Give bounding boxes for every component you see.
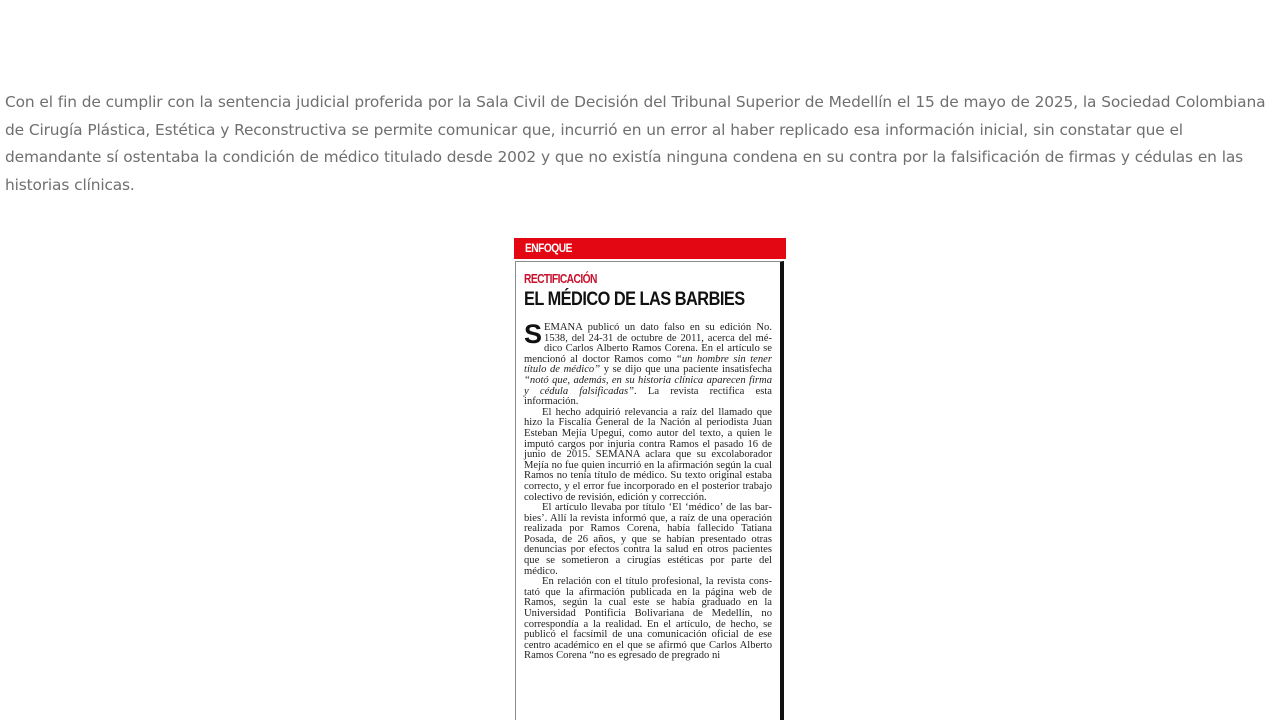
article-kicker: RECTIFICACIÓN (524, 272, 597, 286)
quote-text: “un hombre sin tener título de médico” (524, 353, 772, 376)
article-paragraph-4: En relación con el título profesional, la revista constató que la afirmación publicada en la página web de Ramos, según la cual este se había graduado en la Universidad Pontificia Bolivariana de Medellín, no correspondía a la realidad. En el artículo, de hecho, se publicó el facsímil de una comunicación oficial de ese centro académico en el que se afirmó que Carlos Alberto Ramos Corena “no es egresado de pregrado ni (524, 576, 772, 662)
newspaper-clipping-image (514, 238, 787, 720)
paragraph-text: EMANA publicó un dato falso en su edición No. 1538, del 24-31 de octubre de 2011, acerca del médico Carlos Alberto Ramos Corena. En el artículo se mencionó al doctor Ramos como (524, 322, 772, 365)
quote-text: “notó que, además, en su historia clínica aparecen firma y cédula falsificadas” (524, 374, 772, 397)
paragraph-text: y se dijo que una paciente insatisfecha (600, 364, 772, 376)
article-headline: EL MÉDICO DE LAS BARBIES (524, 289, 745, 310)
paragraph-text: . La revista rectifica esta información. (524, 385, 772, 408)
section-bar (514, 238, 786, 259)
rectification-statement: Con el fin de cumplir con la sentencia judicial proferida por la Sala Civil de Decisión del Tribunal Superior de Medellín el 15 de mayo de 2025, la Sociedad Colombiana de Cirugía Plástica, Estética y Reconstructiva se permite comunicar que, incurrió en un error al haber replicado esa información inicial, sin constatar que el demandante sí ostentaba la condición de médico titulado desde 2002 y que no existía ninguna condena en su contra por la falsificación de firmas y cédulas en las historias clínicas. (5, 93, 1266, 194)
article-body (524, 319, 772, 662)
article-paragraph-3: El artículo llevaba por título ‘El ‘médico’ de las barbies’. Allí la revista informó que, a raíz de una operación realizada por Ramos Corena, había fallecido Tatiana Posada, de 26 años, y que se habían presentado otras denuncias por efectos contra la salud en otros pacientes que se sometieron a cirugías estéticas por parte del médico. (524, 502, 772, 577)
section-label: ENFOQUE (525, 241, 572, 255)
article-paragraph-2: El hecho adquirió relevancia a raíz del llamado que hizo la Fiscalía General de la Nación al periodista Juan Esteban Mejía Upegui, como autor del texto, a quien le imputó cargos por injuria contra Ramos el pasado 16 de junio de 2015. SEMANA aclara que su excolaborador Mejía no fue quien incurrió en la afirmación según la cual Ramos no tenía título de médico. Su texto original estaba correcto, y el error fue incorporado en el posterior trabajo colectivo de revisión, edición y corrección. (524, 406, 772, 503)
drop-cap: S (524, 319, 543, 349)
article-paragraph-1 (524, 319, 772, 408)
